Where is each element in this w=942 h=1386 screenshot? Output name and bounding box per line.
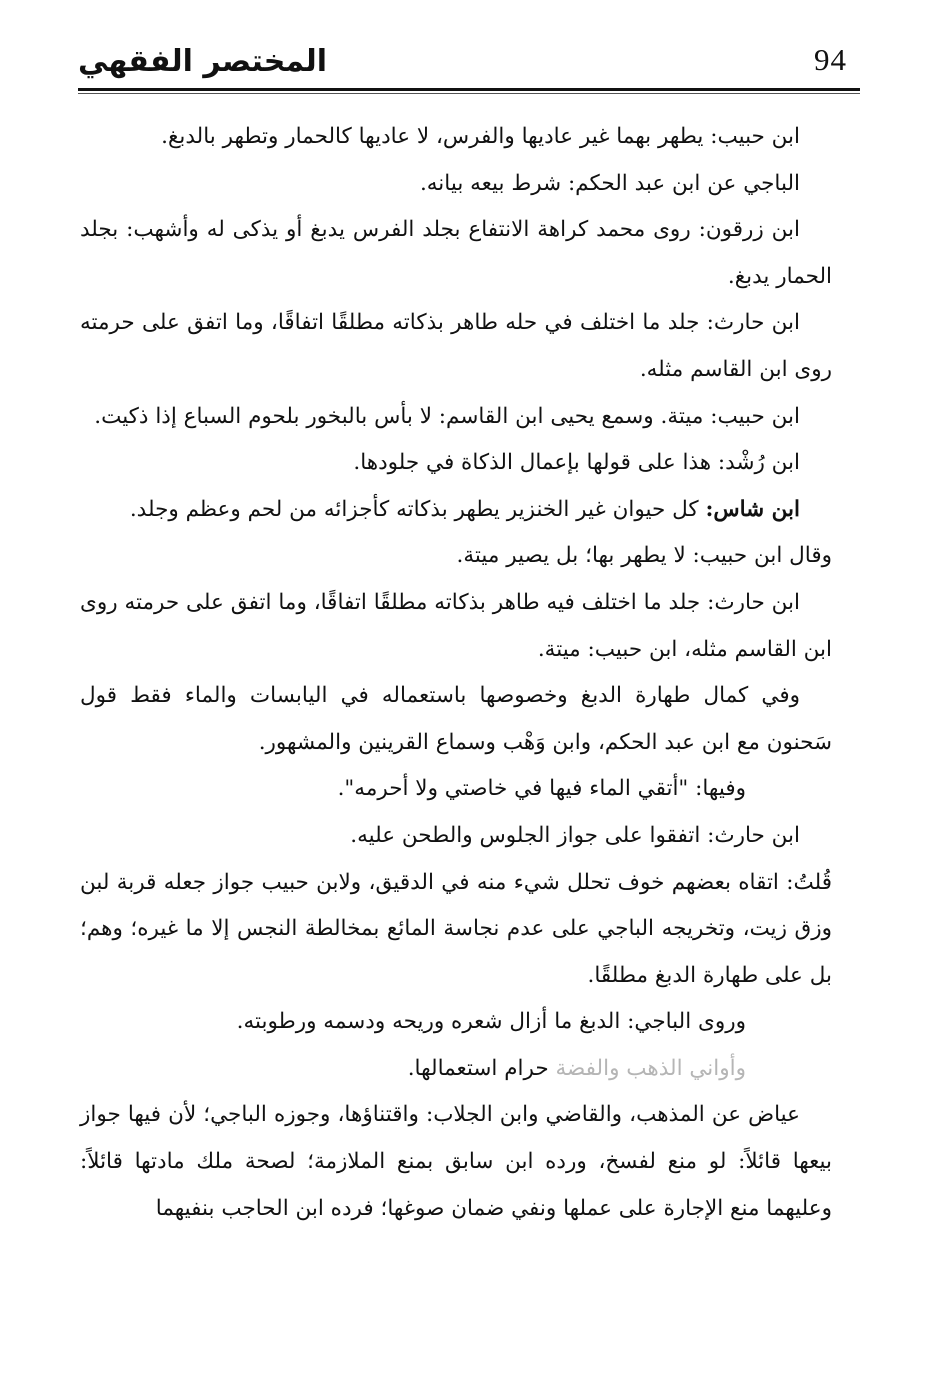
running-title: المختصر الفقهي [78,44,328,79]
page-header [78,38,860,96]
speaker-name: ابن شاس: [705,496,800,522]
paragraph-text: عياض عن المذهب، والقاضي وابن الجلاب: واقتناؤها، وجوزه الباجي؛ لأن فيها جواز بيعها قائلاً: لو منع لفسخ، ورده ابن سابق بمنع الملازمة؛ لصحة ملك مادتها قائلاً: وعليهما منع الإجارة على عملها ونفي ضمان صوغها؛ فرده ابن الحاجب بنفيهما [80,1102,832,1221]
paragraph [80,440,832,487]
paragraph-text: ابن رُشْد: هذا على قولها بإعمال الذكاة في جلودها. [353,450,800,476]
paragraph-text: قُلتُ: اتقاه بعضهم خوف تحلل شيء منه في الدقيق، ولابن حبيب جواز جعله قربة لبن وزق زيت، وتخريجه الباجي على عدم نجاسة المائع بمخالطة النجس إلا ما غيره؛ وهم؛ بل على طهارة الدبغ مطلقًا. [80,869,832,988]
paragraph-text: وفيها: "أتقي الماء فيها في خاصتي ولا أحرمه". [337,776,746,802]
paragraph-text: ابن حارث: جلد ما اختلف في حله طاهر بذكاته مطلقًا اتفاقًا، وما اتفق على حرمته روى ابن القاسم مثله. [80,310,832,382]
paragraph-text: وروى الباجي: الدبغ ما أزال شعره وريحه ودسمه ورطوبته. [236,1009,746,1035]
paragraph [80,673,832,766]
page-number: 94 [814,42,847,77]
paragraph-text: ابن حبيب: ميتة. وسمع يحيى ابن القاسم: لا بأس بالبخور بلحوم السباع إذا ذكيت. [94,403,800,429]
paragraph-text: الباجي عن ابن عبد الحكم: شرط بيعه بيانه. [419,170,800,196]
paragraph [80,207,832,300]
paragraph [80,394,832,441]
body-text [80,114,832,1232]
paragraph-text: ابن حارث: جلد ما اختلف فيه طاهر بذكاته مطلقًا اتفاقًا، وما اتفق على حرمته روى ابن القاسم مثله، ابن حبيب: ميتة. [80,589,832,662]
header-rule [78,88,860,91]
paragraph-text: وقال ابن حبيب: لا يطهر بها؛ بل يصير ميتة. [456,543,832,569]
paragraph [80,300,832,393]
paragraph [80,161,832,208]
paragraph [80,860,832,1000]
paragraph [80,580,832,673]
paragraph-text: كل حيوان غير الخنزير يطهر بذكاته كأجزائه من لحم وعظم وجلد. [129,496,706,522]
paragraph-text: ابن حارث: اتفقوا على جواز الجلوس والطحن عليه. [350,822,800,848]
faded-text: وأواني الذهب والفضة [555,1055,746,1081]
paragraph [80,999,832,1046]
paragraph [80,114,832,161]
paragraph-text: حرام استعمالها. [407,1055,556,1081]
paragraph-text: ابن زرقون: روى محمد كراهة الانتفاع بجلد الفرس يدبغ أو يذكى له وأشهب: بجلد الحمار يدبغ. [80,217,832,289]
paragraph [80,533,832,580]
paragraph [80,1046,832,1093]
paragraph-text: ابن حبيب: يطهر بهما غير عاديها والفرس، لا عاديها كالحمار وتطهر بالدبغ. [161,124,800,149]
paragraph-text: وفي كمال طهارة الدبغ وخصوصها باستعماله في اليابسات والماء فقط قول سَحنون مع ابن عبد الحكم، وابن وَهْب وسماع القرينين والمشهور. [80,683,832,755]
paragraph [80,487,832,534]
paragraph [80,813,832,860]
paragraph [80,766,832,813]
paragraph [80,1092,832,1232]
header-rule-thin [78,93,860,94]
